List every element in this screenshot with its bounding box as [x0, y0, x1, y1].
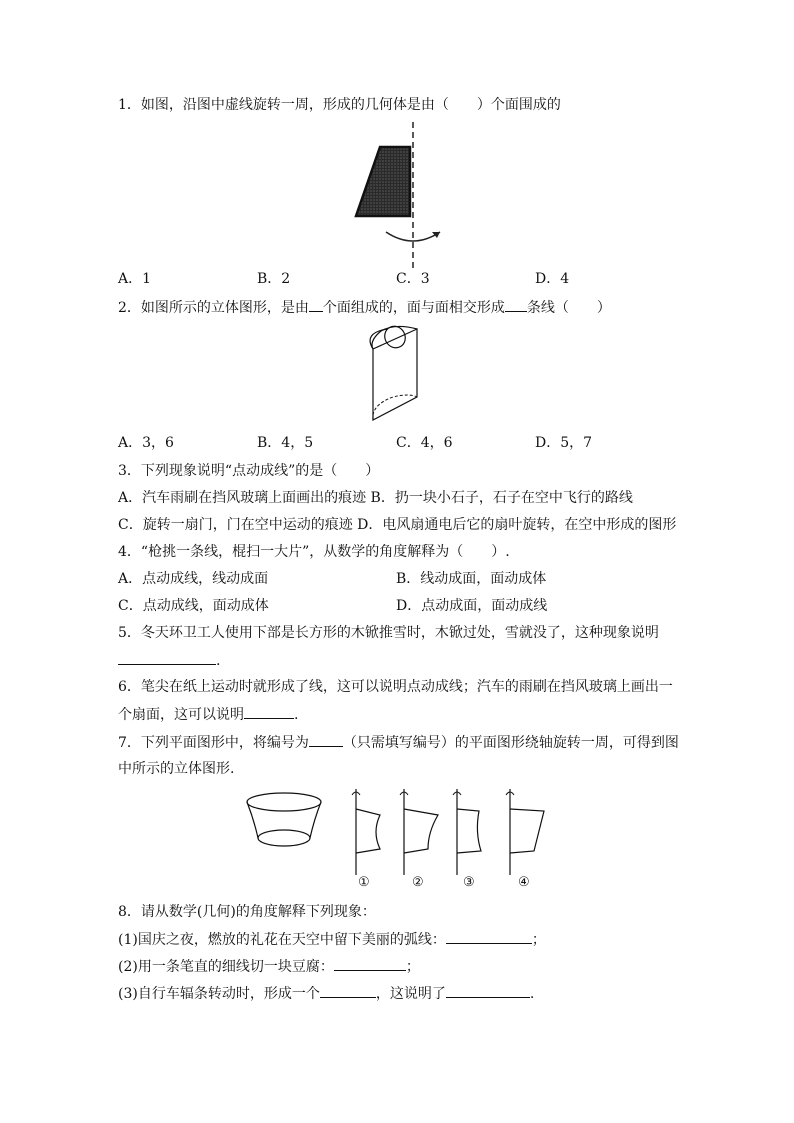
q1-trapezoid	[356, 147, 410, 216]
q2-stem: 2．如图所示的立体图形，是由 个面组成的，面与面相交形成 条线（ ）	[118, 297, 611, 318]
q8-part3: (3)自行车辐条转动时，形成一个 ，这说明了 .	[118, 983, 534, 1004]
q3-options-row2: C．旋转一扇门，门在空中运动的痕迹 D．电风扇通电后它的扇叶旋转，在空中形成的图形	[118, 517, 677, 533]
q1-stem: 1．如图，沿图中虚线旋转一周，形成的几何体是由（ ）个面围成的	[118, 97, 561, 113]
q4-option-d: D．点动成面，面动成线	[396, 598, 548, 614]
q4-stem: 4．“枪挑一条线，棍扫一大片”，从数学的角度解释为（ ）.	[118, 544, 510, 560]
q5-answer-line: .	[118, 650, 220, 671]
q7-line1: 7．下列平面图形中，将编号为 （只需填写编号）的平面图形绕轴旋转一周，可得到图	[118, 732, 679, 753]
q5-stem: 5．冬天环卫工人使用下部是长方形的木锨推雪时，木锨过处，雪就没了，这种现象说明	[118, 625, 659, 641]
q2-option-a: A．3，6	[118, 435, 174, 451]
q6-line2: 个扇面，这可以说明 .	[118, 704, 298, 725]
q8-part1: (1)国庆之夜，燃放的礼花在天空中留下美丽的弧线： ；	[118, 929, 546, 950]
q3-options-row1: A．汽车雨刷在挡风玻璃上面画出的痕迹 B．扔一块小石子，石子在空中飞行的路线	[118, 490, 633, 506]
q2-option-c: C．4，6	[396, 435, 453, 451]
q7-shape-2	[398, 787, 442, 887]
q4-option-a: A．点动成线，线动成面	[118, 571, 269, 587]
q8-stem: 8．请从数学(几何)的角度解释下列现象：	[118, 904, 376, 920]
q4-option-b: B．线动成面，面动成体	[396, 571, 547, 587]
q7-solid-figure	[244, 790, 324, 852]
q7-label-2: ②	[412, 875, 424, 890]
q7-line2: 中所示的立体图形.	[118, 761, 235, 777]
q7-solid-side	[247, 802, 321, 838]
q2-option-d: D．5，7	[535, 435, 593, 451]
q4-option-c: C．点动成线，面动成体	[118, 598, 269, 614]
q7-solid-top	[247, 793, 321, 811]
q7-label-3: ③	[463, 875, 475, 890]
q1-option-a: A．1	[118, 271, 152, 287]
q1-option-b: B．2	[257, 271, 291, 287]
q6-line1: 6．笔尖在纸上运动时就形成了线，这可以说明点动成线；汽车的雨刷在挡风玻璃上画出一	[118, 679, 673, 695]
q7-shape-3	[451, 787, 487, 887]
q1-trapezoid-figure	[346, 118, 446, 270]
q2-half-cylinder-figure	[365, 323, 435, 429]
q2-front-face	[373, 329, 417, 420]
q7-label-4: ④	[518, 875, 530, 890]
q2-option-b: B．4，5	[257, 435, 314, 451]
q1-option-d: D．4	[535, 271, 570, 287]
q8-part2: (2)用一条笔直的细线切一块豆腐： ；	[118, 956, 420, 977]
q7-shape-1	[350, 787, 386, 887]
q1-option-c: C．3	[396, 271, 430, 287]
q7-solid-bottom	[258, 830, 310, 846]
q7-shape-4	[504, 787, 548, 887]
q7-label-1: ①	[358, 875, 370, 890]
q3-stem: 3．下列现象说明“点动成线”的是（ ）	[118, 463, 380, 479]
